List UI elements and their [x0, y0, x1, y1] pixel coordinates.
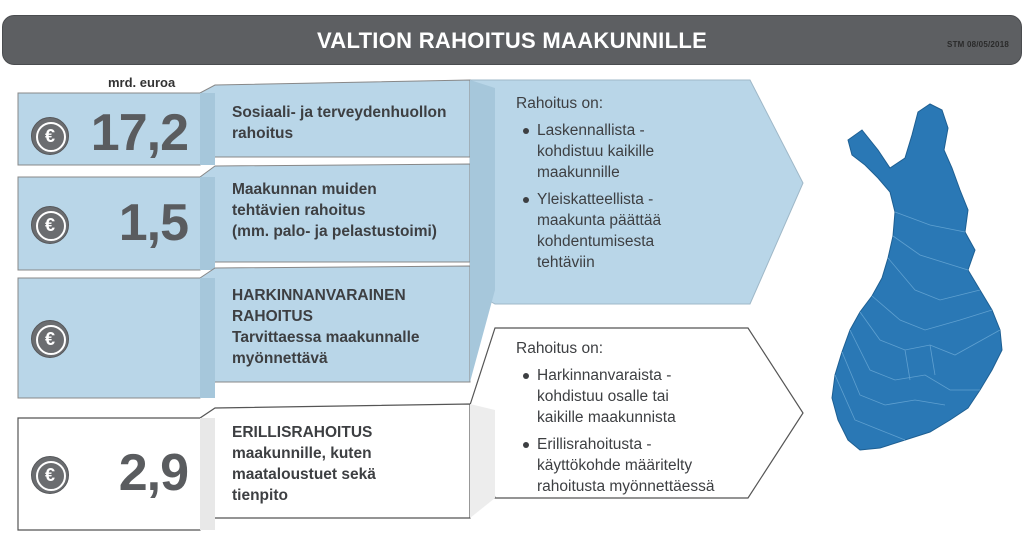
description-line: tehtävien rahoitus	[232, 202, 366, 219]
row-description-4	[232, 422, 376, 506]
list-item-line: rahoitusta myönnettäessä	[537, 478, 715, 495]
description-line: maakunnille, kuten	[232, 445, 372, 462]
description-line: HARKINNANVARAINEN	[232, 287, 406, 304]
list-item-line: maakunta päättää	[537, 212, 662, 229]
description-line: (mm. palo- ja pelastustoimi)	[232, 223, 437, 240]
list-item-line: kohdistuu osalle tai	[537, 388, 669, 405]
description-line: Sosiaali- ja terveydenhuollon	[232, 104, 447, 121]
amount-value-2: 1,5	[118, 194, 188, 252]
description-line: rahoitus	[232, 125, 294, 142]
info-heading: Rahoitus on:	[516, 95, 604, 112]
list-item-line: kohdistuu kaikille	[537, 143, 655, 160]
description-line: Tarvittaessa maakunnalle	[232, 329, 420, 346]
description-line: ERILLISRAHOITUS	[232, 424, 373, 441]
description-line: RAHOITUS	[232, 308, 313, 325]
list-item	[516, 189, 736, 273]
list-item-line: Laskennallista -	[537, 122, 645, 139]
bullet-icon	[523, 128, 529, 134]
bullet-icon	[523, 442, 529, 448]
info-list	[516, 120, 736, 273]
list-item-line: maakunnille	[537, 164, 620, 181]
unit-label: mrd. euroa	[108, 75, 176, 90]
list-item-line: tehtäviin	[537, 254, 595, 271]
euro-coin-icon: €	[31, 206, 69, 244]
row-description-1	[232, 102, 446, 144]
row-description-2	[232, 179, 437, 242]
list-item-line: kohdentumisesta	[537, 233, 655, 250]
row-fold-3	[200, 278, 215, 398]
list-item	[516, 434, 756, 497]
list-item	[516, 365, 756, 428]
info-list	[516, 365, 756, 497]
page-title: VALTION RAHOITUS MAAKUNNILLE	[316, 28, 708, 53]
info-box-2	[516, 338, 756, 503]
bullet-icon	[523, 373, 529, 379]
info-heading: Rahoitus on:	[516, 340, 604, 357]
list-item-line: käyttökohde määritelty	[537, 457, 693, 474]
list-item	[516, 120, 736, 183]
euro-coin-icon: €	[31, 117, 69, 155]
list-item-line: Yleiskatteellista -	[537, 191, 654, 208]
finland-map-icon	[832, 104, 1002, 450]
bullet-icon	[523, 197, 529, 203]
row-description-3	[232, 285, 420, 369]
amount-value-1: 17,2	[90, 104, 188, 162]
connector-white	[470, 404, 495, 518]
date-stamp: STM 08/05/2018	[947, 40, 1009, 49]
row-fold-2	[200, 177, 215, 270]
row-fold-4	[200, 418, 215, 530]
euro-coin-icon: €	[31, 320, 69, 358]
list-item-line: Erillisrahoitusta -	[537, 436, 652, 453]
connector-blue	[470, 80, 495, 382]
description-line: myönnettävä	[232, 350, 328, 367]
euro-coin-icon: €	[31, 456, 69, 494]
info-box-1	[516, 93, 736, 279]
row-fold-1	[200, 93, 215, 165]
description-line: maataloustuet sekä	[232, 466, 376, 483]
description-line: tienpito	[232, 487, 288, 504]
description-line: Maakunnan muiden	[232, 181, 377, 198]
amount-value-4: 2,9	[118, 444, 188, 502]
list-item-line: Harkinnanvaraista -	[537, 367, 672, 384]
list-item-line: kaikille maakunnista	[537, 409, 676, 426]
